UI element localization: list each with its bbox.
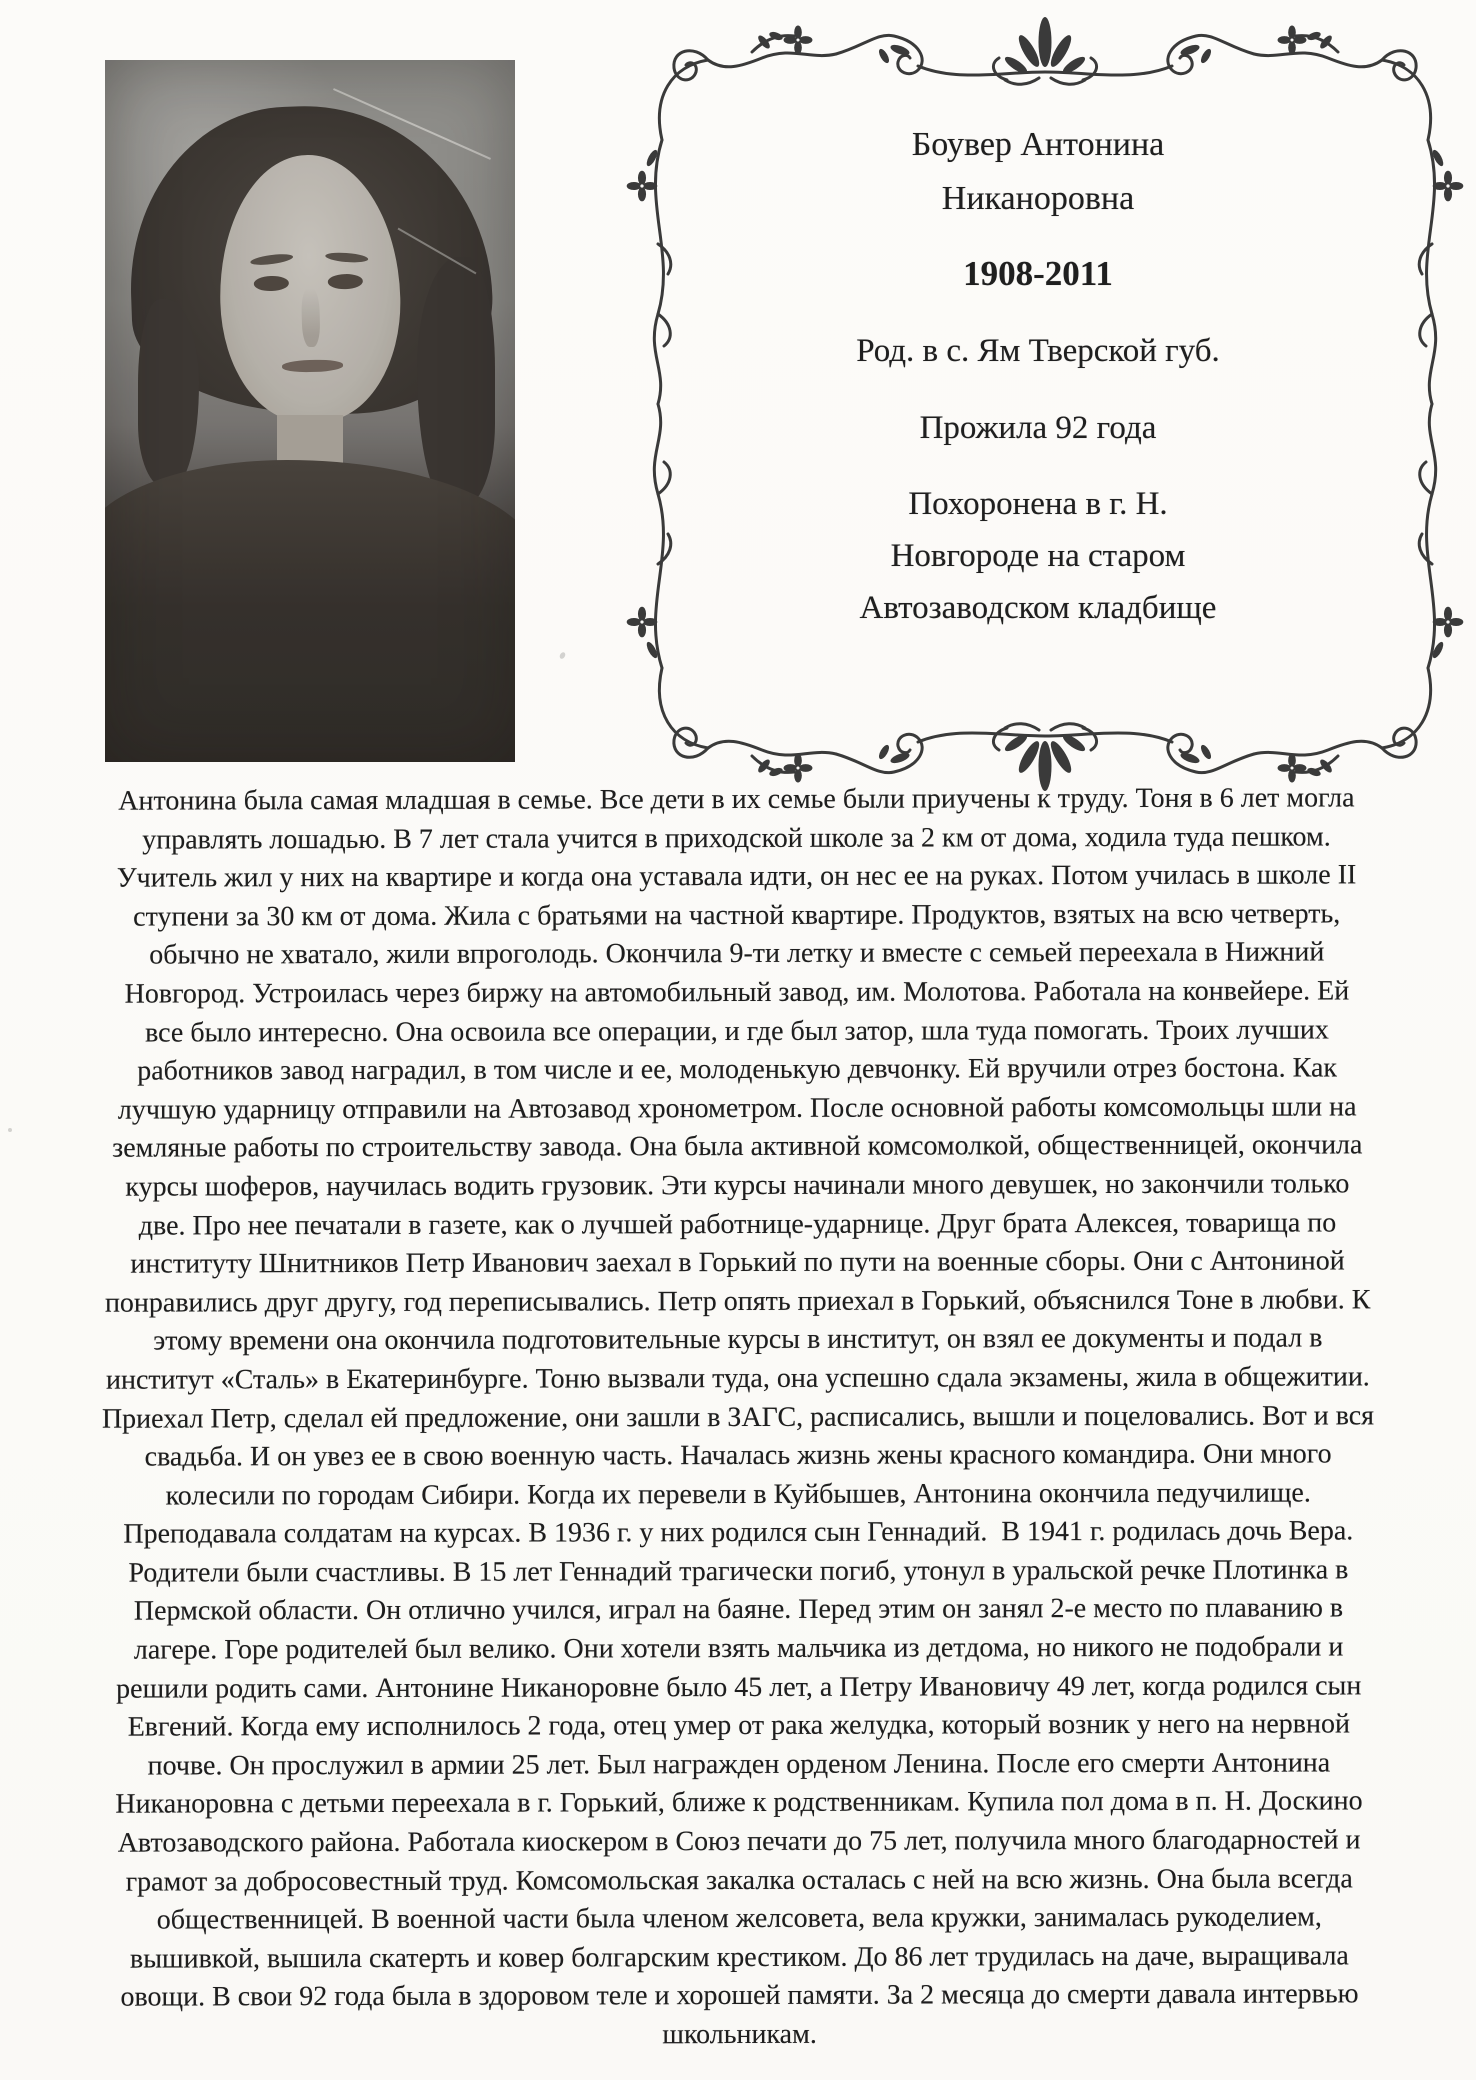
burial-line-3: Автозаводском кладбище xyxy=(859,590,1217,626)
biography-line: лагере. Горе родителей был велико. Они хотели взять мальчика из детдома, но никого не подобрали и xyxy=(133,1631,1344,1666)
biography-line: почве. Он прослужил в армии 25 лет. Был награжден орденом Ленина. После его смерти Антонина xyxy=(147,1747,1331,1782)
scan-speck xyxy=(8,1128,12,1132)
biography-line: Родители были счастливы. В 15 лет Геннадий трагически погиб, утонул в уральской речке Плотинка в xyxy=(128,1554,1349,1589)
biography-line: Никаноровна с детьми переехала в г. Горький, ближе к родственникам. Купила пол дома в п. Н. Доскино xyxy=(115,1785,1363,1821)
biography-line: институту Шнитников Петр Иванович заехал в Горький по пути на военные сборы. Они с Антониной xyxy=(130,1245,1345,1280)
biography-line: грамот за добросовестный труд. Комсомольская закалка осталась с ней на всю жизнь. Она была всегда xyxy=(125,1863,1353,1898)
burial-line-1: Похоронена в г. Н. xyxy=(908,486,1168,522)
lifespan-line: Прожила 92 года xyxy=(919,410,1157,446)
biography-line: две. Про нее печатали в газете, как о лучшей работнице-ударнице. Друг брата Алексея, товарища по xyxy=(138,1206,1337,1242)
biography-line: понравились друг другу, год переписывались. Петр опять приехал в Горький, объяснился Тоне в любви. К xyxy=(104,1284,1371,1319)
biography-line: все было интересно. Она освоила все операции, и где был затор, шла туда помогать. Троих лучших xyxy=(145,1014,1329,1049)
biography-line: Пермской области. Он отлично учился, играл на баяне. Перед этим он занял 2-е место по плаванию в xyxy=(133,1592,1344,1628)
biography-line: лучшую ударницу отправили на Автозавод хронометром. После основной работы комсомольцы шли на xyxy=(117,1091,1357,1126)
portrait-photo xyxy=(105,60,515,762)
biography-line: земляные работы по строительству завода. Она была активной комсомолкой, общественницей, окончила xyxy=(112,1129,1363,1164)
photo-vignette xyxy=(105,60,515,762)
birthplace-line: Род. в с. Ям Тверской губ. xyxy=(856,333,1220,369)
deceased-name-line1: Боувер Антонина xyxy=(911,126,1165,163)
biography-paragraph xyxy=(26,779,1449,2056)
biography-line: колесили по городам Сибири. Когда их перевели в Куйбышев, Антонина окончила педучилище. xyxy=(165,1477,1311,1512)
biography-line: овощи. В свои 92 года была в здоровом теле и хорошей памяти. За 2 месяца до смерти давала интервью xyxy=(120,1978,1359,2014)
biography-line: общественницей. В военной части была членом желсовета, вела кружки, занималась рукоделием, xyxy=(156,1901,1322,1936)
biography-line: вышивкой, вышила скатерть и ковер болгарским крестиком. До 86 лет трудилась на даче, выращивала xyxy=(129,1940,1349,1975)
biography-line: Антонина была самая младшая в семье. Все дети в их семье были приучены к труду. Тоня в 6 лет могла xyxy=(118,782,1355,817)
biography-line: ступени за 30 км от дома. Жила с братьями на частной квартире. Продуктов, взятых на всю четверть, xyxy=(133,898,1341,933)
biography-line: работников завод наградил, в том числе и ее, молоденькую девчонку. Ей вручили отрез бостона. Как xyxy=(137,1052,1338,1087)
biography-line: Преподавала солдатам на курсах. В 1936 г. у них родился сын Геннадий. В 1941 г. родилась дочь Вера. xyxy=(123,1515,1354,1550)
memorial-card xyxy=(612,8,1464,798)
biography-line: курсы шоферов, научилась водить грузовик. Эти курсы начинали много девушек, но закончили только xyxy=(125,1168,1350,1203)
biography-line: управлять лошадью. В 7 лет стала учится в приходской школе за 2 км от дома, ходила туда пешком. xyxy=(142,821,1331,856)
burial-line-2: Новгороде на старом xyxy=(890,538,1186,574)
biography-line: институт «Сталь» в Екатеринбурге. Тоню вызвали туда, она успешно сдала экзамены, жила в общежитии. xyxy=(105,1361,1370,1396)
biography-line: Учитель жил у них на квартире и когда она уставала идти, он нес ее на руках. Потом училась в школе II xyxy=(116,859,1357,894)
biography-line: Евгений. Когда ему исполнилось 2 года, отец умер от рака желудка, который возник у него на нервной xyxy=(127,1708,1350,1743)
biography-line: Автозаводского района. Работала киоскером в Союз печати до 75 лет, получила много благодарностей и xyxy=(117,1824,1361,1859)
biography-line: решили родить сами. Антонине Никаноровне было 45 лет, а Петру Ивановичу 49 лет, когда родился сын xyxy=(116,1670,1362,1705)
deceased-name-line2: Никаноровна xyxy=(941,180,1135,217)
life-years: 1908-2011 xyxy=(963,254,1113,293)
biography-line: Новгород. Устроилась через биржу на автомобильный завод, им. Молотова. Работала на конвейере. Ей xyxy=(124,975,1350,1010)
biography-line: Приехал Петр, сделал ей предложение, они зашли в ЗАГС, расписались, вышли и поцеловались. Вот и вся xyxy=(101,1399,1375,1435)
biography-line: свадьба. И он увез ее в свою военную часть. Началась жизнь жены красного командира. Они много xyxy=(144,1438,1332,1473)
biography-line: этому времени она окончила подготовительные курсы в институт, он взял ее документы и подал в xyxy=(153,1322,1323,1357)
biography-line: обычно не хватало, жили впроголодь. Окончила 9-ти летку и вместе с семьей переехала в Нижний xyxy=(149,936,1325,971)
biography-line: школьникам. xyxy=(662,2018,817,2051)
scan-speck xyxy=(559,651,567,660)
